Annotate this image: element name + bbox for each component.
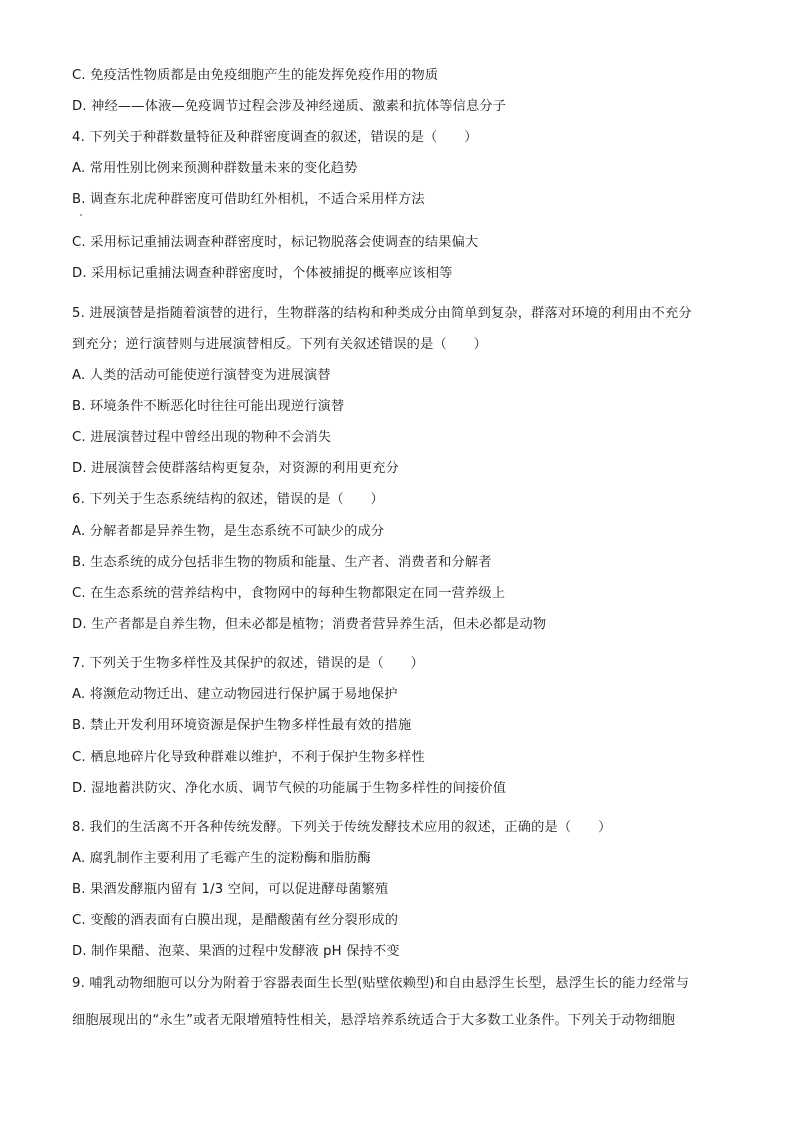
option-6d: D. 生产者都是自养生物，但未必都是植物；消费者营异养生活，但未必都是动物 [72,617,547,632]
question-5-stem-line-2: 到充分；逆行演替则与进展演替相反。下列有关叙述错误的是（ ） [72,337,488,352]
question-8-stem: 8. 我们的生活离不开各种传统发酵。下列关于传统发酵技术应用的叙述，正确的是（ ） [72,820,612,835]
question-7-stem: 7. 下列关于生物多样性及其保护的叙述，错误的是（ ） [72,656,425,671]
question-6-stem: 6. 下列关于生态系统结构的叙述，错误的是（ ） [72,492,384,507]
option-6b: B. 生态系统的成分包括非生物的物质和能量、生产者、消费者和分解者 [72,555,492,570]
option-8d: D. 制作果醋、泡菜、果酒的过程中发酵液 pH 保持不变 [72,944,400,959]
option-5c: C. 进展演替过程中曾经出现的物种不会消失 [72,430,332,445]
question-9-stem-line-2: 细胞展现出的“永生”或者无限增殖特性相关，悬浮培养系统适合于大多数工业条件。下列关于动物细胞 [72,1013,676,1028]
option-7a: A. 将濒危动物迁出、建立动物园进行保护属于易地保护 [72,687,398,702]
option-6c: C. 在生态系统的营养结构中，食物网中的每种生物都限定在同一营养级上 [72,586,506,601]
option-6a: A. 分解者都是异养生物，是生态系统不可缺少的成分 [72,524,385,539]
option-5b: B. 环境条件不断恶化时往往可能出现逆行演替 [72,399,345,414]
option-3c: C. 免疫活性物质都是由免疫细胞产生的能发挥免疫作用的物质 [72,68,439,83]
stray-dot [80,214,82,216]
option-8a: A. 腐乳制作主要利用了毛霉产生的淀粉酶和脂肪酶 [72,851,371,866]
option-5d: D. 进展演替会使群落结构更复杂，对资源的利用更充分 [72,461,400,476]
option-4d: D. 采用标记重捕法调查种群密度时，个体被捕捉的概率应该相等 [72,266,453,281]
option-5a: A. 人类的活动可能使逆行演替变为进展演替 [72,368,331,383]
option-8c: C. 变酸的酒表面有白膜出现，是醋酸菌有丝分裂形成的 [72,913,399,928]
option-7d: D. 湿地蓄洪防灾、净化水质、调节气候的功能属于生物多样性的间接价值 [72,781,507,796]
option-4b: B. 调查东北虎种群密度可借助红外相机，不适合采用样方法 [72,192,425,207]
option-7c: C. 栖息地碎片化导致种群难以维护，不利于保护生物多样性 [72,750,425,765]
question-4-stem: 4. 下列关于种群数量特征及种群密度调查的叙述，错误的是（ ） [72,130,478,145]
question-9-stem-line-1: 9. 哺乳动物细胞可以分为附着于容器表面生长型(贴壁依赖型)和自由悬浮生长型，悬浮生长的能力经常与 [72,976,690,991]
option-3d: D. 神经——体液—免疫调节过程会涉及神经递质、激素和抗体等信息分子 [72,99,507,114]
option-7b: B. 禁止开发利用环境资源是保护生物多样性最有效的措施 [72,718,412,733]
option-4c: C. 采用标记重捕法调查种群密度时，标记物脱落会使调查的结果偏大 [72,235,479,250]
option-4a: A. 常用性别比例来预测种群数量未来的变化趋势 [72,161,358,176]
question-5-stem-line-1: 5. 进展演替是指随着演替的进行，生物群落的结构和种类成分由简单到复杂，群落对环境的利用由不充分 [72,306,692,321]
option-8b: B. 果酒发酵瓶内留有 1/3 空间，可以促进酵母菌繁殖 [72,882,389,897]
